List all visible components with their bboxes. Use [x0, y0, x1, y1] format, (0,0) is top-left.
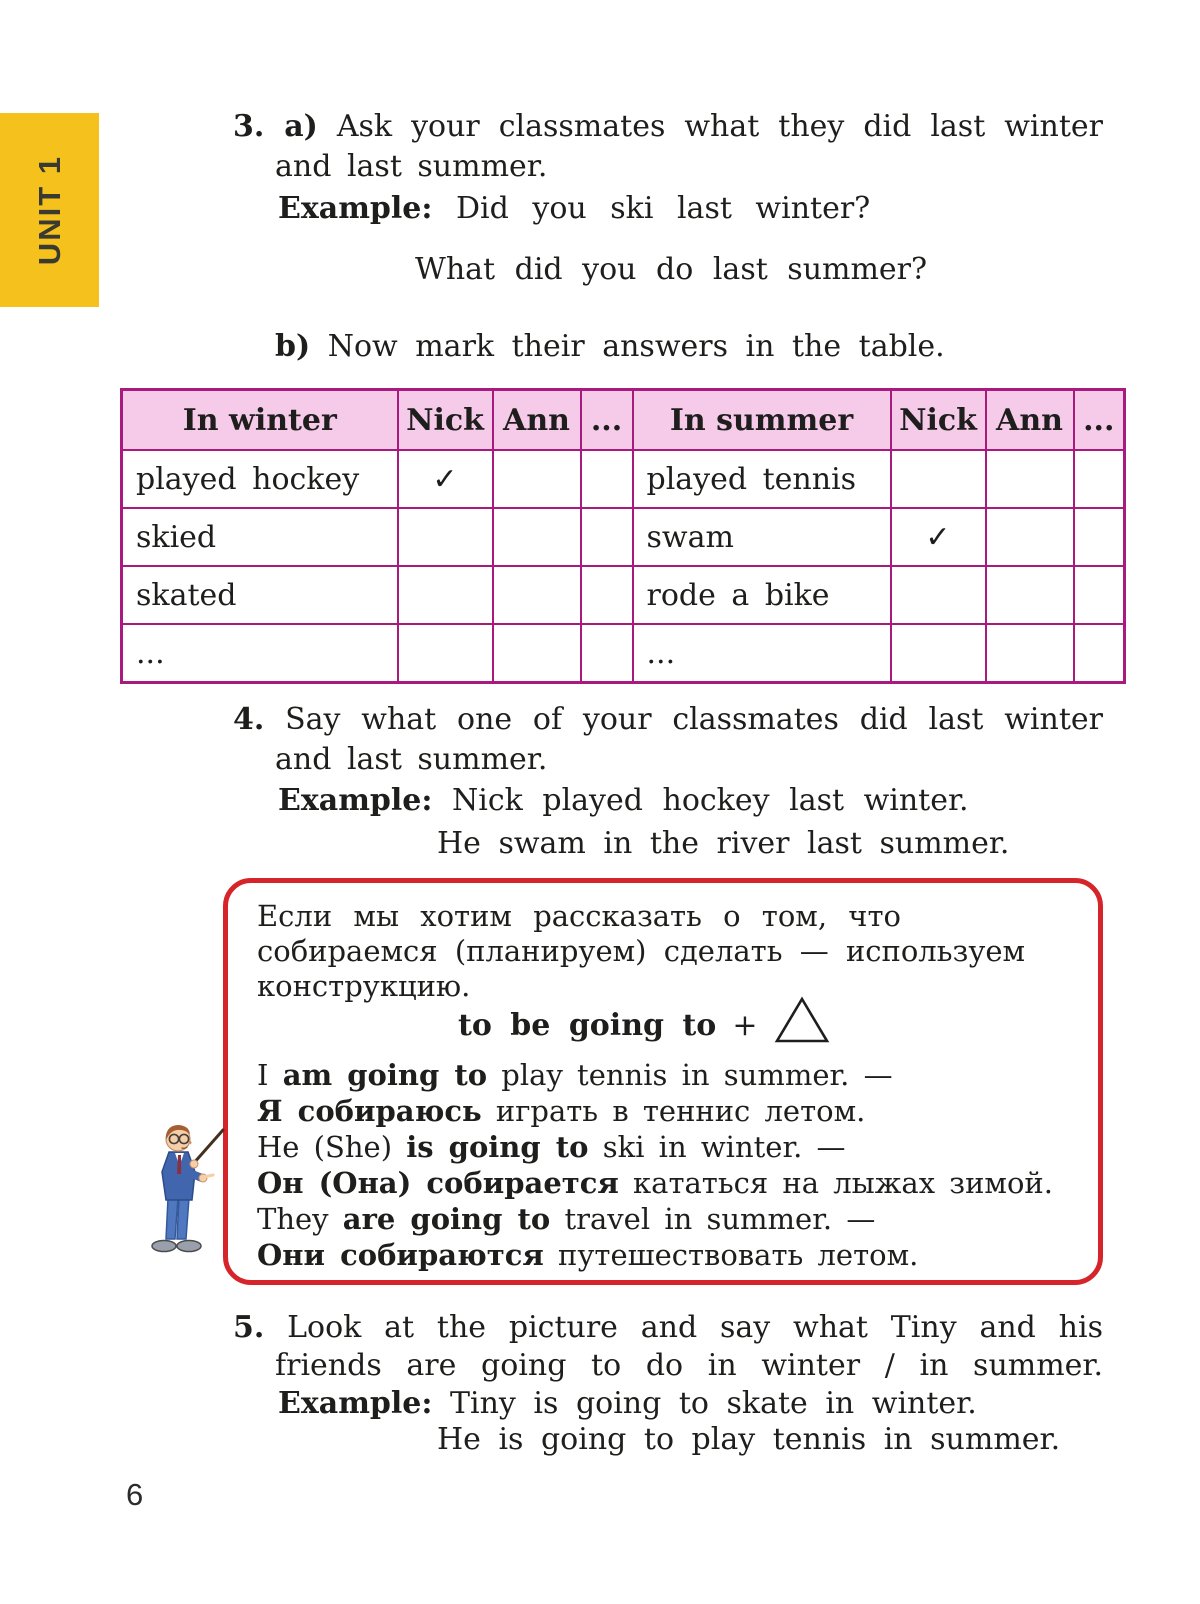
column-header: ... — [581, 390, 633, 451]
mark-cell — [1074, 508, 1125, 566]
activity-cell: ... — [122, 624, 398, 683]
mark-cell — [581, 508, 633, 566]
exercise4-example-line-1: Example: Nick played hockey last winter. — [278, 783, 969, 818]
mark-cell — [986, 508, 1074, 566]
grammar-examples — [257, 1057, 1072, 1273]
activity-cell: ... — [633, 624, 891, 683]
mark-cell — [986, 624, 1074, 683]
activity-cell: played tennis — [633, 450, 891, 508]
table-row — [122, 566, 1125, 624]
plus-sign: + — [732, 1008, 758, 1043]
grammar-example-line: Они собираются путешествовать летом. — [257, 1238, 919, 1272]
triangle-placeholder-icon — [773, 995, 831, 1045]
grammar-example-line: They are going to travel in summer. — — [257, 1202, 876, 1236]
mark-cell: ✓ — [398, 450, 493, 508]
column-header: Ann — [986, 390, 1074, 451]
mark-cell — [986, 450, 1074, 508]
mark-cell — [398, 566, 493, 624]
column-header: Ann — [493, 390, 581, 451]
grammar-rule-line-3: конструкцию. — [257, 969, 471, 1003]
exercise4-example-line-2: He swam in the river last summer. — [437, 826, 1010, 861]
answers-table — [120, 388, 1126, 684]
mark-cell — [891, 566, 986, 624]
going-to-formula — [458, 995, 831, 1045]
mark-cell — [1074, 566, 1125, 624]
mark-cell: ✓ — [891, 508, 986, 566]
grammar-example-line: Он (Она) собирается кататься на лыжах зимой. — [257, 1166, 1053, 1200]
grammar-example-line: He (She) is going to ski in winter. — — [257, 1130, 846, 1164]
mark-cell — [891, 624, 986, 683]
mark-cell — [891, 450, 986, 508]
column-header: In summer — [633, 390, 891, 451]
unit-tab-label: UNIT 1 — [31, 154, 67, 266]
mark-cell — [581, 624, 633, 683]
exercise5-line-1: 5. Look at the picture and say what Tiny and his — [233, 1310, 1103, 1345]
mark-cell — [1074, 624, 1125, 683]
exercise3b-instruction: b) Now mark their answers in the table. — [275, 329, 945, 364]
grammar-example-line: I am going to play tennis in summer. — — [257, 1058, 893, 1092]
activity-cell: skied — [122, 508, 398, 566]
table-row — [122, 508, 1125, 566]
unit-tab — [0, 113, 99, 307]
teacher-illustration — [141, 1120, 233, 1265]
column-header: ... — [1074, 390, 1125, 451]
grammar-rule-line-2: собираемся (планируем) сделать — используем — [257, 934, 1026, 968]
mark-cell — [581, 450, 633, 508]
exercise3a-example-line-1: Example: Did you ski last winter? — [278, 191, 871, 226]
exercise5-example-line-1: Example: Tiny is going to skate in winter. — [278, 1386, 977, 1421]
page-number: 6 — [126, 1477, 144, 1512]
exercise3a-line-1: 3. a) Ask your classmates what they did last winter — [233, 109, 1103, 144]
exercise5-example-line-2: He is going to play tennis in summer. — [437, 1422, 1061, 1457]
activity-cell: swam — [633, 508, 891, 566]
exercise4-line-1: 4. Say what one of your classmates did last winter — [233, 702, 1103, 737]
exercise4-line-2: and last summer. — [275, 742, 548, 777]
column-header: In winter — [122, 390, 398, 451]
formula-text: to be going to — [458, 1008, 717, 1043]
grammar-example-line: Я собираюсь играть в теннис летом. — [257, 1094, 866, 1128]
exercise3a-line-2: and last summer. — [275, 149, 548, 184]
grammar-rule-line-1: Если мы хотим рассказать о том, что — [257, 899, 901, 933]
mark-cell — [1074, 450, 1125, 508]
mark-cell — [581, 566, 633, 624]
exercise5-line-2: friends are going to do in winter / in summer. — [275, 1348, 1103, 1383]
mark-cell — [493, 624, 581, 683]
mark-cell — [398, 624, 493, 683]
mark-cell — [493, 566, 581, 624]
column-header: Nick — [891, 390, 986, 451]
activity-cell: played hockey — [122, 450, 398, 508]
mark-cell — [986, 566, 1074, 624]
answers-table-container — [120, 388, 1126, 684]
activity-cell: skated — [122, 566, 398, 624]
exercise3a-example-line-2: What did you do last summer? — [415, 252, 928, 287]
activity-cell: rode a bike — [633, 566, 891, 624]
table-row — [122, 450, 1125, 508]
mark-cell — [493, 450, 581, 508]
mark-cell — [493, 508, 581, 566]
grammar-rule-box — [223, 878, 1103, 1285]
table-row — [122, 624, 1125, 683]
mark-cell — [398, 508, 493, 566]
column-header: Nick — [398, 390, 493, 451]
